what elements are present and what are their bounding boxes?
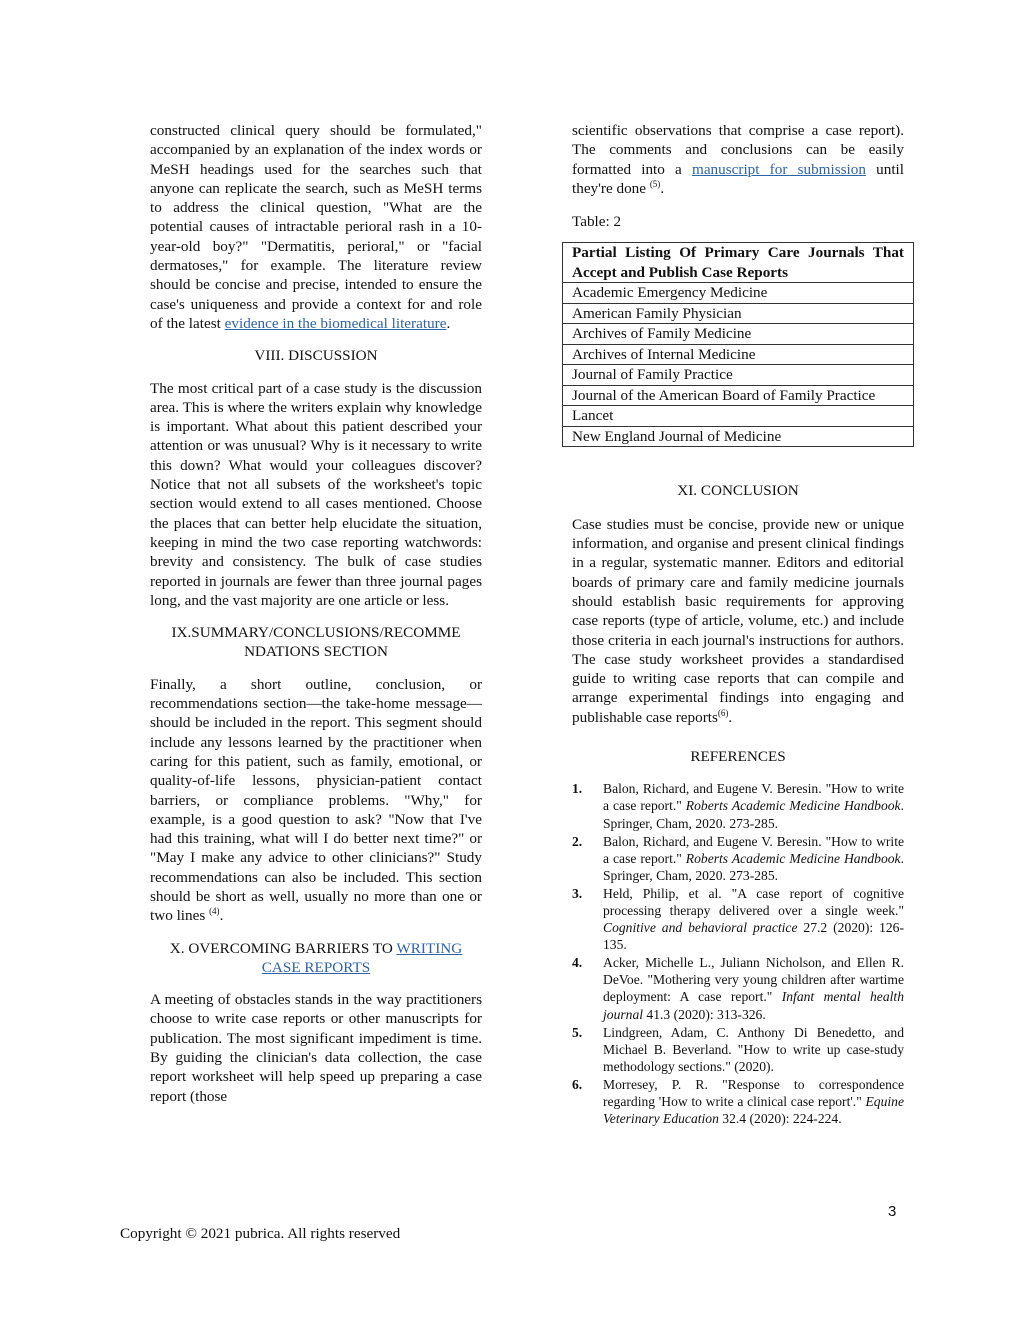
citation-6: (6) (717, 707, 729, 718)
table-cell: Journal of the American Board of Family Practice (563, 385, 914, 406)
reference-number: 6. (572, 1076, 583, 1092)
table-label: Table: 2 (572, 213, 622, 231)
paragraph-end: . (728, 708, 733, 726)
heading-references: REFERENCES (690, 748, 786, 766)
paragraph-end: . (219, 907, 224, 925)
paragraph-text-after-link: until they're done (572, 160, 904, 197)
table-cell: Archives of Family Medicine (563, 324, 914, 345)
paragraph-search-strategy (150, 121, 482, 333)
reference-source: Cognitive and behavioral practice (603, 920, 798, 936)
reference-details: . Springer, Cham, 2020. 273-285. (603, 798, 904, 831)
table-cell: Journal of Family Practice (563, 365, 914, 386)
reference-details: 41.3 (2020): 313-326. (643, 1006, 766, 1022)
reference-list (572, 780, 904, 1127)
reference-number: 4. (572, 955, 583, 971)
reference-details: 32.4 (2020): 224-224. (718, 1111, 842, 1127)
reference-source: Equine Veterinary Education (603, 1094, 904, 1127)
paragraph-continuation (572, 121, 904, 198)
paragraph-end: . (660, 179, 665, 197)
left-column (150, 121, 482, 1106)
heading-discussion: VIII. DISCUSSION (254, 347, 378, 365)
table-row (563, 426, 914, 447)
heading-summary (150, 623, 482, 662)
reference-details: . Springer, Cham, 2020. 273-285. (603, 850, 904, 883)
page-number: 3 (888, 1203, 897, 1220)
paragraph-summary (150, 675, 482, 926)
link-manuscript-submission[interactable]: manuscript for submission (692, 160, 866, 178)
table-cell: Academic Emergency Medicine (563, 283, 914, 304)
reference-details: 27.2 (2020): 126-135. (603, 920, 905, 953)
table-cell: Archives of Internal Medicine (563, 344, 914, 365)
reference-item (572, 954, 904, 1022)
heading-summary-line2: NDATIONS SECTION (244, 643, 388, 661)
table-row (563, 344, 914, 365)
reference-text: Balon, Richard, and Eugene V. Beresin. "How to write a case report." (603, 833, 904, 866)
reference-source: Infant mental health journal (603, 989, 904, 1022)
paragraph-text: Case studies must be concise, provide new or unique information, and organise and present clinical findings in a regular, systematic manner. Editors and editorial boards of primary care and family medicine journals should establish basic requirements for approving case reports (type of article, volume, etc.) and include those criteria in each journal's instructions for authors. The case study worksheet provides a standardised guide to writing case reports that can compile and arrange experimental findings into engaging and publishable case reports (572, 515, 904, 726)
reference-text: Acker, Michelle L., Juliann Nicholson, and Ellen R. DeVoe. "Mothering very young children after wartime deployment: A case report." (603, 955, 904, 1005)
heading-barriers-text: X. OVERCOMING BARRIERS TO (169, 939, 397, 957)
reference-number: 5. (572, 1024, 583, 1040)
copyright-notice: Copyright © 2021 pubrica. All rights reserved (120, 1225, 401, 1242)
table-row (563, 283, 914, 304)
table-header-cell: Partial Listing Of Primary Care Journals That Accept and Publish Case Reports (563, 243, 914, 283)
heading-conclusion: XI. CONCLUSION (677, 482, 799, 500)
paragraph-text: Finally, a short outline, conclusion, or recommendations section—the take-home message—should be included in the report. This segment should include any lessons learned by the practitioner when caring for this patient, such as family, emotional, or quality-of-life lessons, physician-patient contact barriers, or compliance problems. "Why," for example, is a good question to ask? "Now that I've had this training, what will I do better next time?" or "May I make any advice to other clinicians?" Study recommendations can also be included. This section should be short as well, usually no more than one or two lines (150, 675, 482, 925)
reference-number: 2. (572, 833, 583, 849)
reference-item (572, 885, 904, 953)
table-row (563, 324, 914, 345)
table-row (563, 303, 914, 324)
table-header-row (563, 243, 914, 283)
reference-source: Roberts Academic Medicine Handbook (685, 850, 901, 866)
reference-text: Morresey, P. R. "Response to correspondence regarding 'How to write a clinical case report'." (603, 1076, 904, 1110)
reference-item (572, 833, 904, 884)
table-cell: Lancet (563, 406, 914, 427)
right-column (572, 121, 904, 1128)
heading-barriers (150, 939, 482, 978)
paragraph-text: constructed clinical query should be formulated," accompanied by an explanation of the index words or MeSH headings used for the searches such that anyone can replicate the search, such as MeSH terms to address the clinical question, "What are the potential causes of intractable perioral rash in a 10-year-old boy?" "Dermatitis, perioral," or "facial dermatoses," for example. The literature review should be concise and precise, intended to ensure the case's uniqueness and provide a context for and role of the latest (150, 122, 482, 332)
reference-item (572, 1076, 904, 1127)
citation-5: (5) (649, 178, 661, 189)
paragraph-end: . (446, 314, 451, 332)
reference-text: Held, Philip, et al. "A case report of cognitive processing therapy delivered over a single week." (603, 885, 904, 918)
table-cell: New England Journal of Medicine (563, 426, 914, 447)
reference-text: Lindgreen, Adam, C. Anthony Di Benedetto, and Michael B. Beverland. "How to write up case-study methodology sections." (2020). (603, 1024, 904, 1074)
table-row (563, 385, 914, 406)
table-row (563, 365, 914, 386)
link-writing-case-reports[interactable]: WRITING CASE REPORTS (261, 939, 463, 976)
paragraph-conclusion (572, 515, 904, 727)
reference-number: 3. (572, 885, 583, 901)
table-row (563, 406, 914, 427)
table-cell: American Family Physician (563, 303, 914, 324)
link-biomedical-literature[interactable]: evidence in the biomedical literature (224, 314, 447, 332)
paragraph-text: scientific observations that comprise a case report). The comments and conclusions can be easily formatted into a (572, 122, 904, 178)
heading-summary-line1: IX.SUMMARY/CONCLUSIONS/RECOMME (171, 624, 461, 642)
reference-number: 1. (572, 781, 583, 797)
reference-item (572, 780, 904, 831)
citation-4: (4) (209, 906, 220, 917)
reference-text: Balon, Richard, and Eugene V. Beresin. "How to write a case report." (603, 781, 904, 814)
paragraph-barriers: A meeting of obstacles stands in the way practitioners choose to write case reports or other manuscripts for publication. The most significant impediment is time. By guiding the clinician's data collection, the case report worksheet will help speed up preparing a case report (those (150, 991, 482, 1105)
reference-item (572, 1024, 904, 1075)
journals-table (562, 242, 914, 447)
reference-source: Roberts Academic Medicine Handbook (685, 798, 901, 814)
paragraph-discussion: The most critical part of a case study is the discussion area. This is where the writers explain why knowledge is important. What about this patient described your attention or was unusual? Why is it necessary to write this down? What would your colleagues discover? Notice that not all subsets of the worksheet's topic section would extend to all cases mentioned. Choose the places that can better help elucidate the situation, keeping in mind the two case reporting watchwords: brevity and consistency. The bulk of case studies reported in journals are fewer than three journal pages long, and the vast majority are one article or less. (150, 379, 482, 609)
